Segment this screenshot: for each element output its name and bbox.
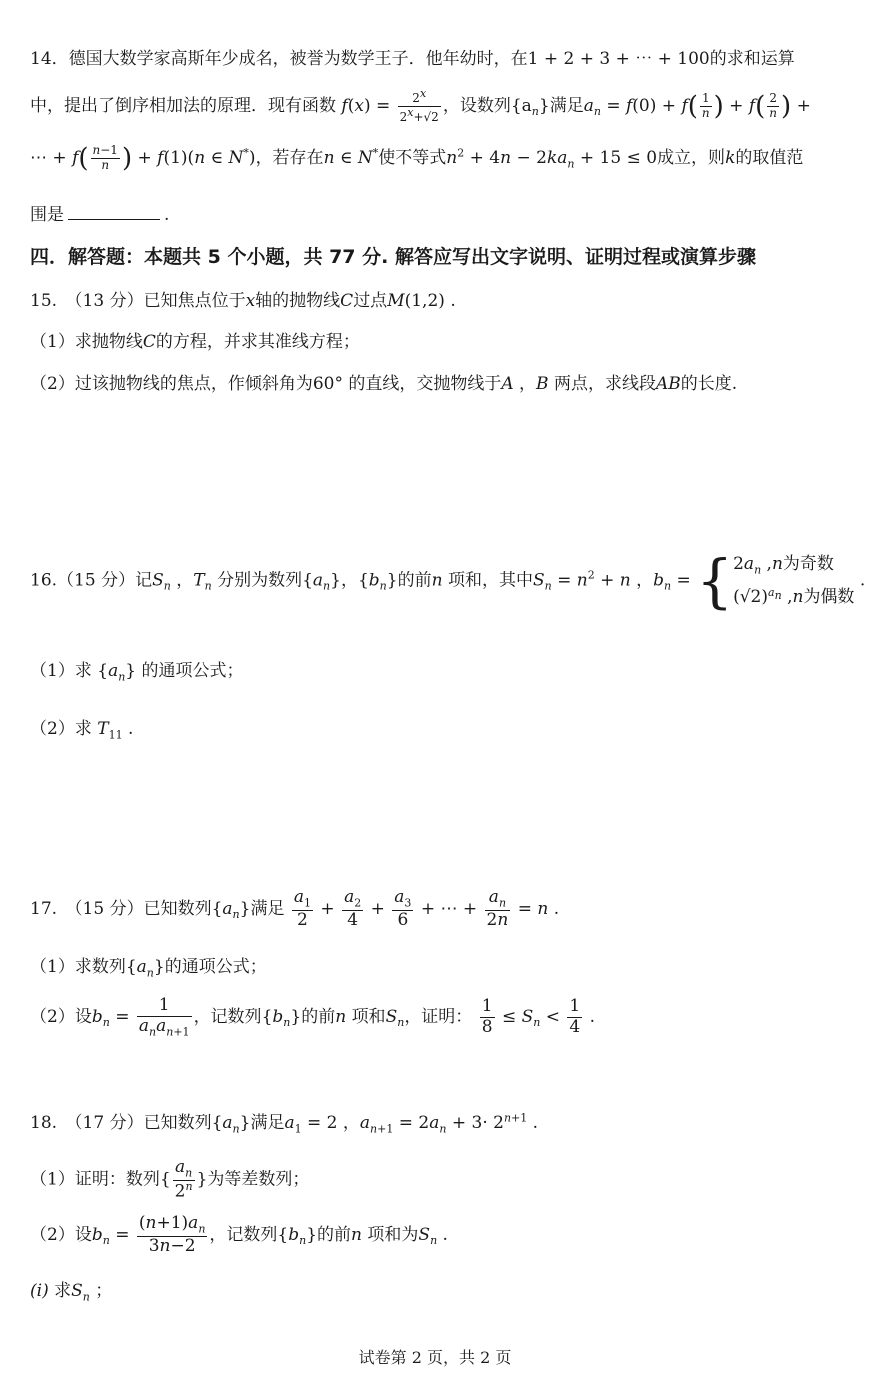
q16-part-2: （2）求 $T_{11}$ . — [30, 719, 134, 742]
q15-part-2: （2）过该抛物线的焦点，作倾斜角为60° 的直线，交抛物线于A ，B 两点，求线段AB的长度. — [30, 374, 738, 394]
q14-line-1: 14．德国大数学家高斯年少成名，被誉为数学王子．他年幼时，在1 + 2 + 3 + ⋯ + 100的求和运算 — [30, 49, 795, 69]
q14-line-3: ⋯ + f( $\frac{n-1}{n}$ ) + f(1)(n ∈ N*)，若存在n ∈ N*使不等式$n^2 + 4n - 2ka_n + 15 \le 0$成立，则k的取值范 — [30, 143, 804, 174]
function-f: f — [341, 95, 348, 116]
answer-blank[interactable] — [68, 204, 160, 220]
page-footer: 试卷第 2 页，共 2 页 — [358, 1348, 512, 1367]
q18-sub-i: (i) 求$S_n$ ； — [30, 1281, 113, 1304]
q15-stem: 15. （13 分）已知焦点位于x轴的抛物线C过点M(1,2) . — [30, 291, 456, 311]
q16-part-1: （1）求 $\{a_n\}$ 的通项公式； — [30, 661, 244, 684]
piecewise-cases: { $2a_n$ ,n为奇数 $(√2)^{a_n}$ ,n为偶数 — [696, 546, 855, 615]
section-heading: 四．解答题：本题共 5 个小题，共 77 分. 解答应写出文字说明、证明过程或演算步骤 — [30, 246, 756, 268]
q18-part-1: （1）证明：数列{ $\frac{a_n}{2^n}$ }为等差数列； — [30, 1157, 310, 1202]
q17-stem: 17. （15 分）已知数列$\{a_n\}$满足 $\frac{a_1}{2}$ + $\frac{a_2}{4}$ + $\frac{a_3}{6}$ + ⋯ + $\frac{a_n}{2n}$ = n . — [30, 887, 560, 931]
q15-part-1: （1）求抛物线C的方程，并求其准线方程； — [30, 332, 360, 352]
q18-stem: 18. （17 分）已知数列$\{a_n\}$满足$a_1 = 2$ ，$a_{n+1} = 2a_n + 3\cdot 2^{n+1}$ . — [30, 1111, 539, 1136]
q14-line-2: 中，提出了倒序相加法的原理．现有函数 f(x) = $\frac{2^x}{2^x+√2}$ ，设数列$\{a_n\}$满足$a_n = f(0) + f$( $\frac{1}{n}$ ) + f( $\frac{2}{n}$ ) + — [30, 87, 811, 124]
q14-line-4: 围是 . — [30, 205, 170, 225]
q18-part-2: （2）设$b_n$ = $\frac{(n+1)a_n}{3n-2}$ ，记数列$\{b_n\}$的前n 项和为$S_n$ . — [30, 1213, 448, 1257]
fraction-2x-over: $\frac{2^x}{2^x+√2}$ — [399, 87, 439, 124]
q17-part-1: （1）求数列$\{a_n\}$的通项公式； — [30, 957, 267, 980]
q16-stem: 16.（15 分）记$S_n$ ，$T_n$ 分别为数列$\{a_n\}$，$\{b_n\}$的前n 项和，其中$S_n = n^2 + n$ ，$b_n$ = { $2a_n$ ,n为奇数 $(√2)^{a_n}$ ,n为偶数 . — [30, 546, 866, 615]
q17-part-2: （2）设$b_n$ = $\frac{1}{a_na_{n+1}}$ ，记数列$\{b_n\}$的前n 项和$S_n$，证明： $\frac{1}{8}$ ≤ $S_n$ < $\frac{1}{4}$ . — [30, 995, 596, 1038]
